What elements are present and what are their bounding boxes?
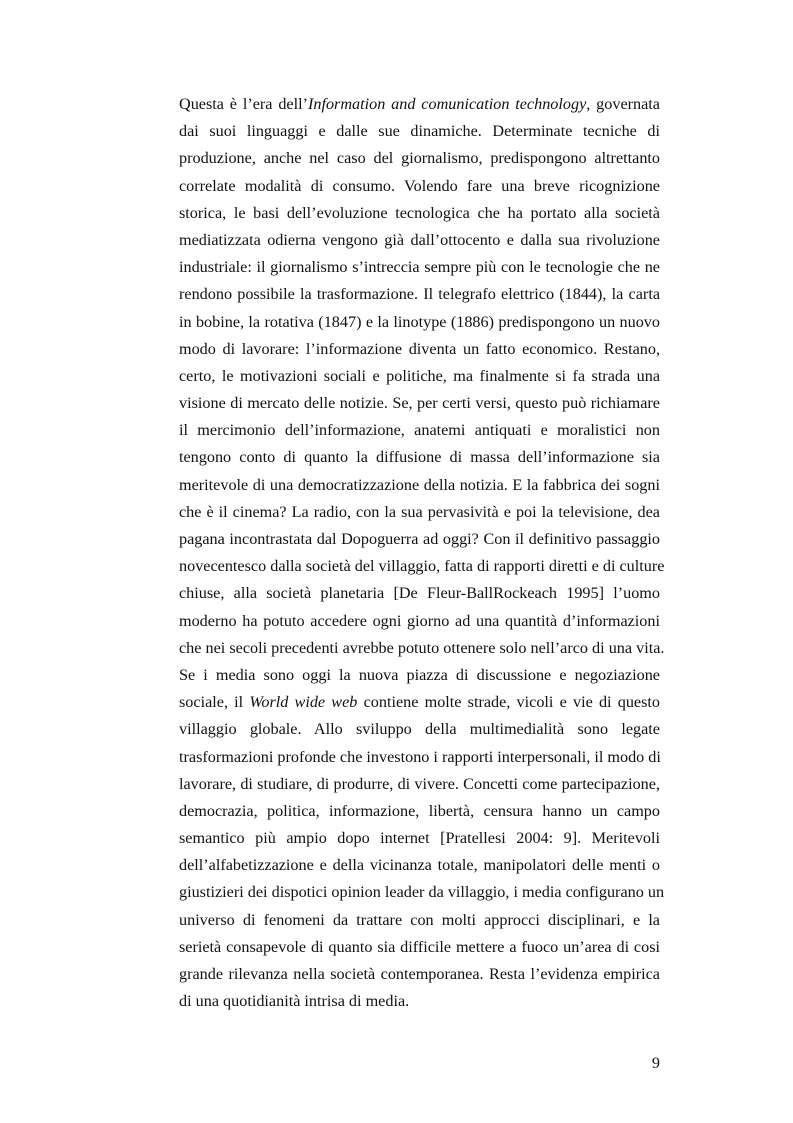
text-segment: che è il cinema? La radio, con la sua pervasività e poi la televisione, dea (179, 502, 660, 521)
text-segment: il mercimonio dell’informazione, anatemi antiquati e moralistici non (179, 421, 660, 440)
text-segment: storica, le basi dell’evoluzione tecnologica che ha portato alla società (179, 203, 660, 222)
text-segment: mediatizzata odierna vengono già dall’ottocento e dalla sua rivoluzione (179, 230, 660, 249)
text-segment: semantico più ampio dopo internet [Pratellesi 2004: 9]. Meritevoli (179, 829, 660, 848)
text-segment: trasformazioni profonde che investono i rapporti interpersonali, il modo di (179, 747, 661, 766)
text-line (179, 716, 660, 743)
text-line (179, 961, 660, 988)
text-line (179, 472, 660, 499)
text-segment: lavorare, di studiare, di produrre, di vivere. Concetti come partecipazione, (179, 774, 660, 793)
text-segment: meritevole di una democratizzazione della notizia. E la fabbrica dei sogni (179, 475, 660, 494)
text-line (179, 499, 660, 526)
text-segment: di una quotidianità intrisa di media. (179, 992, 410, 1011)
text-segment: grande rilevanza nella società contemporanea. Resta l’evidenza empirica (179, 965, 660, 983)
text-line (179, 200, 660, 227)
text-line (179, 118, 660, 145)
italic-term: Information and comunication technology (307, 95, 587, 113)
text-line (179, 825, 660, 852)
text-segment: modo di lavorare: l’informazione diventa un fatto economico. Restano, (179, 339, 660, 358)
text-segment: moderno ha potuto accedere ogni giorno ad una quantità d’informazioni (179, 611, 660, 630)
text-line (179, 526, 660, 553)
text-line (179, 798, 660, 825)
text-line (179, 309, 660, 336)
text-line (179, 444, 660, 471)
text-segment: sociale, il (179, 693, 250, 712)
text-segment: universo di fenomeni da trattare con molti approcci disciplinari, e la (179, 910, 660, 929)
italic-term: World wide web (249, 693, 358, 712)
text-line (179, 934, 660, 961)
text-segment: rendono possibile la trasformazione. Il telegrafo elettrico (1844), la carta (179, 285, 660, 304)
text-segment: giustizieri dei dispotici opinion leader da villaggio, i media configurano un (179, 883, 665, 902)
text-line (179, 879, 665, 906)
text-line (179, 852, 660, 879)
text-segment: dell’alfabetizzazione e della vicinanza totale, manipolatori delle menti o (179, 856, 660, 875)
text-line (179, 608, 660, 635)
text-segment: Questa è l’era dell’ (179, 95, 308, 113)
text-line (179, 363, 660, 390)
text-line (179, 173, 660, 200)
text-segment: chiuse, alla società planetaria [De Fleur-BallRockeach 1995] l’uomo (179, 584, 660, 603)
text-line (179, 635, 665, 662)
text-segment: correlate modalità di consumo. Volendo fare una breve ricognizione (179, 176, 660, 195)
text-segment: tengono conto di quanto la diffusione di massa dell’informazione sia (179, 448, 660, 467)
page-number: 9 (651, 1054, 660, 1072)
text-line (179, 771, 660, 798)
text-line (179, 662, 660, 689)
text-segment: dai suoi linguaggi e dalle sue dinamiche. Determinate tecniche di (179, 122, 660, 141)
text-line (179, 689, 660, 716)
text-segment: visione di mercato delle notizie. Se, per certi versi, questo può richiamare (179, 394, 660, 413)
text-line (179, 907, 660, 934)
text-line (179, 336, 660, 363)
text-segment: novecentesco dalla società del villaggio, fatta di rapporti diretti e di culture (179, 557, 665, 576)
text-line (179, 553, 665, 580)
text-segment: villaggio globale. Allo sviluppo della multimedialità sono legate (179, 720, 660, 739)
text-line (179, 580, 660, 607)
text-line (179, 417, 660, 444)
text-line (179, 988, 660, 1015)
body-paragraph (179, 91, 665, 1015)
text-segment: democrazia, politica, informazione, libertà, censura hanno un campo (179, 801, 660, 820)
text-segment: serietà consapevole di quanto sia difficile mettere a fuoco un’area di cosi (179, 937, 660, 956)
text-segment: che nei secoli precedenti avrebbe potuto ottenere solo nell’arco di una vita. (179, 638, 665, 657)
text-line (179, 744, 660, 771)
text-line (179, 281, 660, 308)
text-segment: pagana incontrastata dal Dopoguerra ad oggi? Con il definitivo passaggio (179, 530, 660, 548)
text-line (179, 145, 660, 172)
text-segment: , governata (586, 95, 660, 113)
text-segment: produzione, anche nel caso del giornalismo, predispongono altrettanto (179, 149, 660, 168)
text-segment: Se i media sono oggi la nuova piazza di discussione e negoziazione (179, 665, 660, 684)
text-segment: industriale: il giornalismo s’intreccia sempre più con le tecnologie che ne (179, 258, 660, 277)
text-line (179, 91, 660, 118)
text-segment: certo, le motivazioni sociali e politiche, ma finalmente si fa strada una (179, 366, 660, 385)
text-line (179, 227, 660, 254)
text-segment: contiene molte strade, vicoli e vie di questo (357, 693, 660, 712)
text-segment: in bobine, la rotativa (1847) e la linotype (1886) predispongono un nuovo (179, 312, 660, 331)
text-line (179, 254, 660, 281)
text-line (179, 390, 660, 417)
